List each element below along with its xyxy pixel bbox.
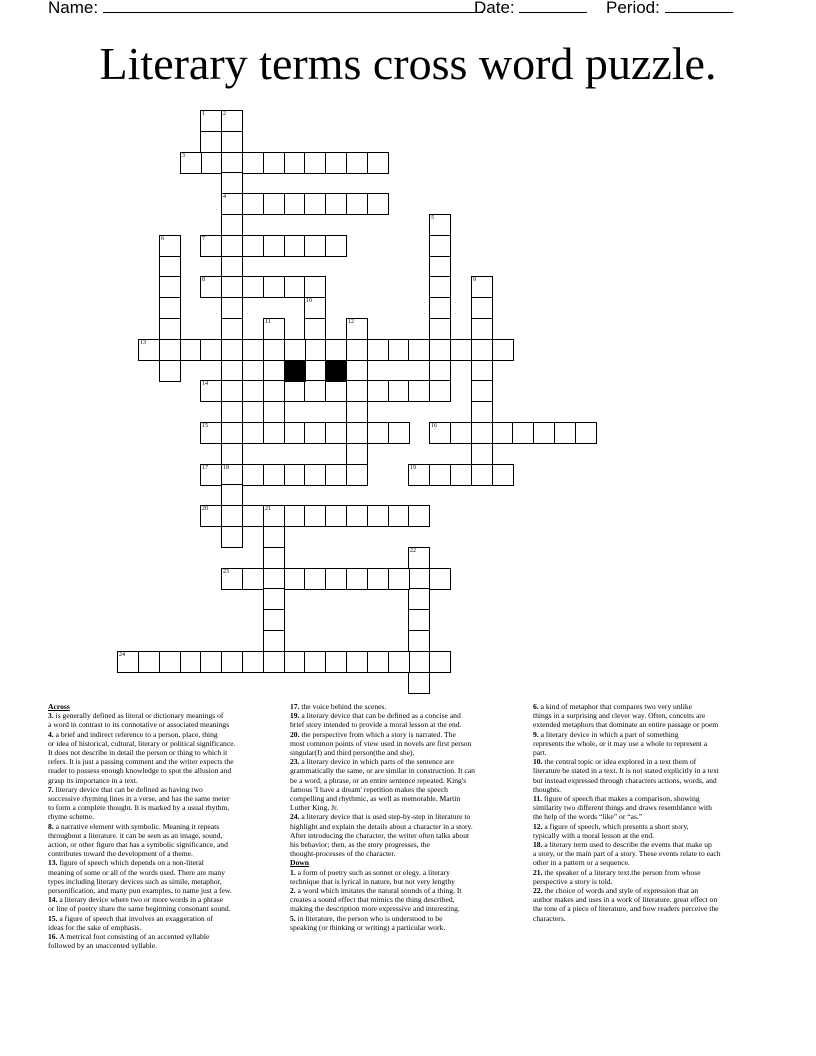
clue: 13. figure of speech which depends on a non-literal meaning of some or all of the words used. There are many types including literary devices such as simile, metaphor, personification, and many pun examples, to name just a few. xyxy=(48,858,232,896)
crossword-cell[interactable] xyxy=(325,464,347,486)
crossword-cell[interactable] xyxy=(346,464,368,486)
crossword-cell[interactable] xyxy=(304,276,326,298)
crossword-cell[interactable] xyxy=(117,651,139,673)
crossword-cell[interactable] xyxy=(284,193,306,215)
crossword-cell[interactable] xyxy=(346,422,368,444)
crossword-cell[interactable] xyxy=(429,297,451,319)
clue: 10. the central topic or idea explored in a text them of literature be stated in a text. It is not stated explicitly in a text but instead expressed through characters actions, words, and thoughts. xyxy=(533,757,719,794)
clue-number: 1 xyxy=(202,111,205,117)
crossword-cell[interactable] xyxy=(221,484,243,506)
crossword-cell[interactable] xyxy=(367,193,389,215)
crossword-cell[interactable] xyxy=(221,110,243,132)
clue-number: 2 xyxy=(223,111,226,117)
crossword-cell[interactable] xyxy=(159,297,181,319)
clue-number: 11 xyxy=(265,319,271,325)
crossword-cell[interactable] xyxy=(346,318,368,340)
clue: 5. in literature, the person who is understood to be speaking (or thinking or writing) a particular work. xyxy=(290,913,446,932)
crossword-cell[interactable] xyxy=(242,339,264,361)
crossword-cell[interactable] xyxy=(263,401,285,423)
crossword-cell[interactable] xyxy=(200,422,222,444)
crossword-cell[interactable] xyxy=(325,152,347,174)
clue-number: 21 xyxy=(265,506,271,512)
clue: 3. is generally defined as literal or dictionary meanings of a word in contrast to its connotative or associated meanings xyxy=(48,711,230,730)
name-field[interactable] xyxy=(48,0,483,18)
crossword-cell[interactable] xyxy=(263,651,285,673)
crossword-cell[interactable] xyxy=(429,256,451,278)
clues-column-2 xyxy=(290,702,526,932)
crossword-cell[interactable] xyxy=(367,505,389,527)
crossword-cell[interactable] xyxy=(159,651,181,673)
crossword-cell[interactable] xyxy=(429,339,451,361)
clue-number: 4 xyxy=(223,194,226,200)
crossword-cell[interactable] xyxy=(429,651,451,673)
crossword-cell[interactable] xyxy=(221,276,243,298)
crossword-cell[interactable] xyxy=(284,339,306,361)
crossword-cell[interactable] xyxy=(284,235,306,257)
clue: 24. a literary device that is used step-by-step in literature to highlight and explain the details about a character in a story. After introducing the character, the writer often talks about his behavior; then, as the story progresses, the thought-processes of the character. xyxy=(290,812,473,859)
crossword-cell[interactable] xyxy=(471,422,493,444)
clue: 7. literary device that can be defined as having two successive rhyming lines in a verse, and has the same meter to form a complete thought. It is marked by a usual rhythm, rhyme scheme. xyxy=(48,784,230,822)
crossword-cell[interactable] xyxy=(221,568,243,590)
clue: 17. the voice behind the scenes. xyxy=(290,702,387,711)
crossword-cell[interactable] xyxy=(471,380,493,402)
crossword-cell[interactable] xyxy=(471,276,493,298)
crossword-cell[interactable] xyxy=(159,235,181,257)
crossword-cell[interactable] xyxy=(159,339,181,361)
crossword-cell[interactable] xyxy=(304,380,326,402)
crossword-cell[interactable] xyxy=(346,339,368,361)
crossword-cell[interactable] xyxy=(263,547,285,569)
crossword-cell[interactable] xyxy=(325,235,347,257)
crossword-cell[interactable] xyxy=(221,380,243,402)
crossword-cell[interactable] xyxy=(304,568,326,590)
crossword-cell[interactable] xyxy=(346,505,368,527)
crossword-cell[interactable] xyxy=(346,568,368,590)
crossword-block xyxy=(284,360,306,382)
crossword-cell[interactable] xyxy=(242,464,264,486)
crossword-cell[interactable] xyxy=(408,464,430,486)
crossword-cell[interactable] xyxy=(346,380,368,402)
period-field[interactable] xyxy=(606,0,733,18)
clues-column-1 xyxy=(48,702,284,950)
clue-number: 15 xyxy=(202,423,208,429)
crossword-cell[interactable] xyxy=(304,505,326,527)
crossword-cell[interactable] xyxy=(221,422,243,444)
crossword-cell[interactable] xyxy=(367,380,389,402)
crossword-cell[interactable] xyxy=(221,256,243,278)
clue-number: 18 xyxy=(223,465,229,471)
clue-number: 10 xyxy=(306,298,312,304)
clue: 6. a kind of metaphor that compares two very unlike things in a surprising and clever way. Often, conceits are extended metaphors that dominate an entire passage or poem xyxy=(533,702,719,730)
crossword-cell[interactable] xyxy=(304,152,326,174)
crossword-cell[interactable] xyxy=(221,193,243,215)
clue: 1. a form of poetry such as sonnet or elegy. a literary technique that is lyrical in nature, but not very lengthy xyxy=(290,867,455,886)
crossword-cell[interactable] xyxy=(221,339,243,361)
crossword-cell[interactable] xyxy=(263,276,285,298)
crossword-cell[interactable] xyxy=(429,318,451,340)
page-title: Literary terms cross word puzzle. xyxy=(99,38,717,89)
crossword-cell[interactable] xyxy=(242,568,264,590)
crossword-cell[interactable] xyxy=(346,651,368,673)
crossword-cell[interactable] xyxy=(408,588,430,610)
crossword-block xyxy=(325,360,347,382)
clue: 16. A metrical foot consisting of an accented syllable followed by an unaccented syllable. xyxy=(48,932,210,951)
crossword-cell[interactable] xyxy=(284,152,306,174)
crossword-cell[interactable] xyxy=(159,276,181,298)
crossword-cell[interactable] xyxy=(180,651,202,673)
crossword-cell[interactable] xyxy=(471,318,493,340)
crossword-cell[interactable] xyxy=(221,443,243,465)
section-heading: Across xyxy=(48,702,70,711)
crossword-cell[interactable] xyxy=(304,422,326,444)
crossword-cell[interactable] xyxy=(408,568,430,590)
crossword-cell[interactable] xyxy=(263,360,285,382)
clue: 18. a literary term used to describe the events that make up a story, or the main part of a story. These events relate to each other in a pattern or a sequence. xyxy=(533,840,721,868)
crossword-cell[interactable] xyxy=(284,568,306,590)
crossword-cell[interactable] xyxy=(284,276,306,298)
crossword-cell[interactable] xyxy=(471,360,493,382)
crossword-cell[interactable] xyxy=(408,630,430,652)
crossword-cell[interactable] xyxy=(242,235,264,257)
crossword-cell[interactable] xyxy=(221,318,243,340)
crossword-cell[interactable] xyxy=(429,422,451,444)
crossword-cell[interactable] xyxy=(263,318,285,340)
crossword-cell[interactable] xyxy=(388,380,410,402)
crossword-cell[interactable] xyxy=(200,235,222,257)
crossword-cell[interactable] xyxy=(429,380,451,402)
crossword-cell[interactable] xyxy=(554,422,576,444)
crossword-cell[interactable] xyxy=(221,172,243,194)
clue-number: 23 xyxy=(223,569,229,575)
crossword-cell[interactable] xyxy=(367,568,389,590)
crossword-cell[interactable] xyxy=(263,609,285,631)
crossword-cell[interactable] xyxy=(284,380,306,402)
crossword-cell[interactable] xyxy=(242,193,264,215)
crossword-cell[interactable] xyxy=(242,651,264,673)
crossword-cell[interactable] xyxy=(221,464,243,486)
crossword-cell[interactable] xyxy=(492,422,514,444)
clue-number: 22 xyxy=(410,548,416,554)
crossword-cell[interactable] xyxy=(159,318,181,340)
clue-number: 3 xyxy=(182,153,185,159)
crossword-cell[interactable] xyxy=(325,380,347,402)
crossword-cell[interactable] xyxy=(429,235,451,257)
crossword-cell[interactable] xyxy=(263,152,285,174)
clue-number: 17 xyxy=(202,465,208,471)
crossword-cell[interactable] xyxy=(221,214,243,236)
crossword-cell[interactable] xyxy=(263,464,285,486)
crossword-cell[interactable] xyxy=(200,131,222,153)
crossword-cell[interactable] xyxy=(200,152,222,174)
crossword-cell[interactable] xyxy=(159,256,181,278)
clue-number: 13 xyxy=(140,340,146,346)
crossword-cell[interactable] xyxy=(429,464,451,486)
crossword-cell[interactable] xyxy=(221,131,243,153)
crossword-cell[interactable] xyxy=(138,651,160,673)
clue: 22. the choice of words and style of expression that an author makes and uses in a work of literature. great effect on the tone of a piece of literature, and how readers perceive the characters. xyxy=(533,886,719,923)
crossword-cell[interactable] xyxy=(263,380,285,402)
crossword-cell[interactable] xyxy=(304,339,326,361)
crossword-cell[interactable] xyxy=(263,339,285,361)
crossword-cell[interactable] xyxy=(221,651,243,673)
clues-column-3 xyxy=(533,702,769,923)
crossword-cell[interactable] xyxy=(263,235,285,257)
clue-number: 6 xyxy=(161,236,164,242)
crossword-cell[interactable] xyxy=(388,422,410,444)
crossword-cell[interactable] xyxy=(263,568,285,590)
crossword-cell[interactable] xyxy=(367,339,389,361)
clue: 9. a literary device in which a part of something represents the whole, or it may use a whole to represent a part. xyxy=(533,729,708,758)
crossword-cell[interactable] xyxy=(408,547,430,569)
crossword-cell[interactable] xyxy=(221,360,243,382)
crossword-cell[interactable] xyxy=(284,422,306,444)
clue-number: 9 xyxy=(473,277,476,283)
crossword-cell[interactable] xyxy=(492,339,514,361)
crossword-cell[interactable] xyxy=(346,193,368,215)
crossword-cell[interactable] xyxy=(346,360,368,382)
crossword-cell[interactable] xyxy=(325,651,347,673)
crossword-cell[interactable] xyxy=(408,505,430,527)
crossword-cell[interactable] xyxy=(304,193,326,215)
clue-number: 12 xyxy=(348,319,354,325)
crossword-cell[interactable] xyxy=(263,526,285,548)
crossword-cell[interactable] xyxy=(200,110,222,132)
crossword-cell[interactable] xyxy=(408,339,430,361)
crossword-cell[interactable] xyxy=(325,339,347,361)
crossword-cell[interactable] xyxy=(304,360,326,382)
crossword-cell[interactable] xyxy=(263,630,285,652)
crossword-cell[interactable] xyxy=(325,505,347,527)
crossword-cell[interactable] xyxy=(200,380,222,402)
clue: 2. a word which imitates the natural sounds of a thing. It creates a sound effect that mimics the thing described, making the description more expressive and interesting. xyxy=(290,886,462,914)
date-label: Date: xyxy=(474,0,515,17)
crossword-cell[interactable] xyxy=(221,505,243,527)
crossword-cell[interactable] xyxy=(284,651,306,673)
crossword-cell[interactable] xyxy=(263,505,285,527)
crossword-cell[interactable] xyxy=(304,297,326,319)
crossword-cell[interactable] xyxy=(450,464,472,486)
crossword-cell[interactable] xyxy=(408,672,430,694)
crossword-cell[interactable] xyxy=(200,651,222,673)
period-line[interactable] xyxy=(665,0,733,13)
crossword-cell[interactable] xyxy=(242,422,264,444)
crossword-cell[interactable] xyxy=(429,276,451,298)
crossword-cell[interactable] xyxy=(180,339,202,361)
clue: 19. a literary device that can be defined as a concise and brief story intended to provide a moral lesson at the end. xyxy=(290,711,462,730)
name-line[interactable] xyxy=(103,0,483,13)
clue: 12. a figure of speech, which presents a short story, typically with a moral lesson at the end. xyxy=(533,821,689,840)
crossword-cell[interactable] xyxy=(429,360,451,382)
crossword-cell[interactable] xyxy=(471,401,493,423)
crossword-cell[interactable] xyxy=(512,422,534,444)
crossword-cell[interactable] xyxy=(346,443,368,465)
crossword-cell[interactable] xyxy=(388,568,410,590)
clue: 11. figure of speech that makes a comparison, showing similarity two different things and draws resemblance with the help of the words “like” or “as.” xyxy=(533,794,712,822)
crossword-cell[interactable] xyxy=(408,609,430,631)
crossword-cell[interactable] xyxy=(263,588,285,610)
crossword-cell[interactable] xyxy=(471,339,493,361)
crossword-cell[interactable] xyxy=(408,380,430,402)
date-line[interactable] xyxy=(519,0,587,13)
clue: 15. a figure of speech that involves an exaggeration of ideas for the sake of emphasis. xyxy=(48,913,213,932)
crossword-cell[interactable] xyxy=(180,152,202,174)
crossword-cell[interactable] xyxy=(450,339,472,361)
crossword-cell[interactable] xyxy=(304,318,326,340)
crossword-cell[interactable] xyxy=(533,422,555,444)
crossword-cell[interactable] xyxy=(388,651,410,673)
crossword-cell[interactable] xyxy=(429,214,451,236)
crossword-cell[interactable] xyxy=(159,360,181,382)
crossword-cell[interactable] xyxy=(242,380,264,402)
clue-number: 16 xyxy=(431,423,437,429)
crossword-cell[interactable] xyxy=(221,526,243,548)
crossword-cell[interactable] xyxy=(304,651,326,673)
crossword-cell[interactable] xyxy=(221,152,243,174)
clue-number: 5 xyxy=(431,215,434,221)
crossword-cell[interactable] xyxy=(388,505,410,527)
clue-number: 20 xyxy=(202,506,208,512)
crossword-cell[interactable] xyxy=(200,505,222,527)
crossword-cell[interactable] xyxy=(200,276,222,298)
crossword-cell[interactable] xyxy=(200,339,222,361)
crossword-cell[interactable] xyxy=(367,422,389,444)
crossword-cell[interactable] xyxy=(575,422,597,444)
crossword-cell[interactable] xyxy=(221,235,243,257)
crossword-cell[interactable] xyxy=(429,568,451,590)
clue: 21. the speaker of a literary text.the person from whose perspective a story is told. xyxy=(533,867,701,886)
clue-number: 8 xyxy=(202,277,205,283)
clue-number: 14 xyxy=(202,381,208,387)
clue-number: 7 xyxy=(202,236,205,242)
name-label: Name: xyxy=(48,0,99,17)
clue-number: 24 xyxy=(119,652,125,658)
crossword-cell[interactable] xyxy=(492,464,514,486)
crossword-cell[interactable] xyxy=(284,464,306,486)
crossword-cell[interactable] xyxy=(471,464,493,486)
crossword-cell[interactable] xyxy=(263,422,285,444)
crossword-cell[interactable] xyxy=(450,422,472,444)
crossword-cell[interactable] xyxy=(471,297,493,319)
crossword-cell[interactable] xyxy=(221,297,243,319)
crossword-cell[interactable] xyxy=(304,235,326,257)
crossword-cell[interactable] xyxy=(471,443,493,465)
crossword-cell[interactable] xyxy=(325,568,347,590)
crossword-cell[interactable] xyxy=(284,505,306,527)
date-field[interactable] xyxy=(474,0,587,18)
crossword-cell[interactable] xyxy=(138,339,160,361)
crossword-cell[interactable] xyxy=(242,505,264,527)
clue: 4. a brief and indirect reference to a person, place, thing or idea of historical, cultural, literary or political significance. It does not describe in detail the person or thing to which it refers. It is just a passing comment and the writer expects the reader to possess enough knowledge to spot the allusion and grasp its importance in a text. xyxy=(48,729,236,785)
clue-number: 19 xyxy=(410,465,416,471)
crossword-cell[interactable] xyxy=(263,193,285,215)
crossword-cell[interactable] xyxy=(346,152,368,174)
period-label: Period: xyxy=(606,0,660,17)
crossword-cell[interactable] xyxy=(304,464,326,486)
crossword-cell[interactable] xyxy=(242,276,264,298)
crossword-cell[interactable] xyxy=(388,339,410,361)
clue: 20. the perspective from which a story is narrated. The most common points of view used in novels are first person singular(I) and third person(the and she). xyxy=(290,729,472,758)
crossword-cell[interactable] xyxy=(367,651,389,673)
crossword-cell[interactable] xyxy=(221,401,243,423)
clue: 14. a literary device where two or more words in a phrase or line of poetry share the same beginning consonant sound. xyxy=(48,895,231,914)
crossword-cell[interactable] xyxy=(325,193,347,215)
clue: 23. a literary device in which parts of the sentence are grammatically the same, or are similar in construction. It can be a word, a phrase, or an entire sentence repeated. King's famous 'I have a dream' repetition makes the speech compelling and rhythmic, as well as memorable. Martin Luther King, Jr. xyxy=(290,757,475,813)
section-heading: Down xyxy=(290,858,309,868)
crossword-cell[interactable] xyxy=(408,651,430,673)
crossword-cell[interactable] xyxy=(325,422,347,444)
crossword-cell[interactable] xyxy=(367,152,389,174)
clue: 8. a narrative element with symbolic. Meaning it repeats throughout a literature. it can be seen as an image, sound, action, or other figure that has a symbolic significance, and contributes toward the development of a theme. xyxy=(48,821,228,859)
crossword-cell[interactable] xyxy=(346,401,368,423)
crossword-cell[interactable] xyxy=(242,152,264,174)
crossword-cell[interactable] xyxy=(200,464,222,486)
